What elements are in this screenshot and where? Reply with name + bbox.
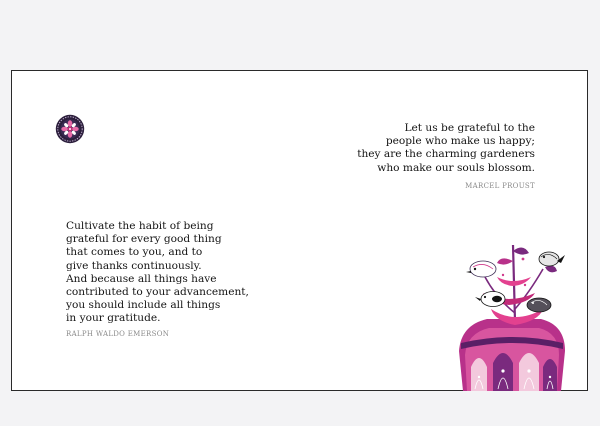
quote-emerson: Cultivate the habit of being grateful for every good thing that comes to you, and to give thanks continuously. And because all things have contributed to your advancement, you should include all things in your gratitude.	[66, 220, 249, 325]
quote-author-proust: MARCEL PROUST	[465, 182, 535, 190]
floral-medallion-icon	[55, 114, 85, 144]
quote-proust: Let us be grateful to the people who make us happy; they are the charming gardeners who make our souls blossom.	[357, 122, 535, 174]
quote-author-emerson: RALPH WALDO EMERSON	[66, 330, 170, 338]
flower-vase-birds-illustration	[453, 239, 571, 391]
book-spread-page	[11, 70, 588, 391]
